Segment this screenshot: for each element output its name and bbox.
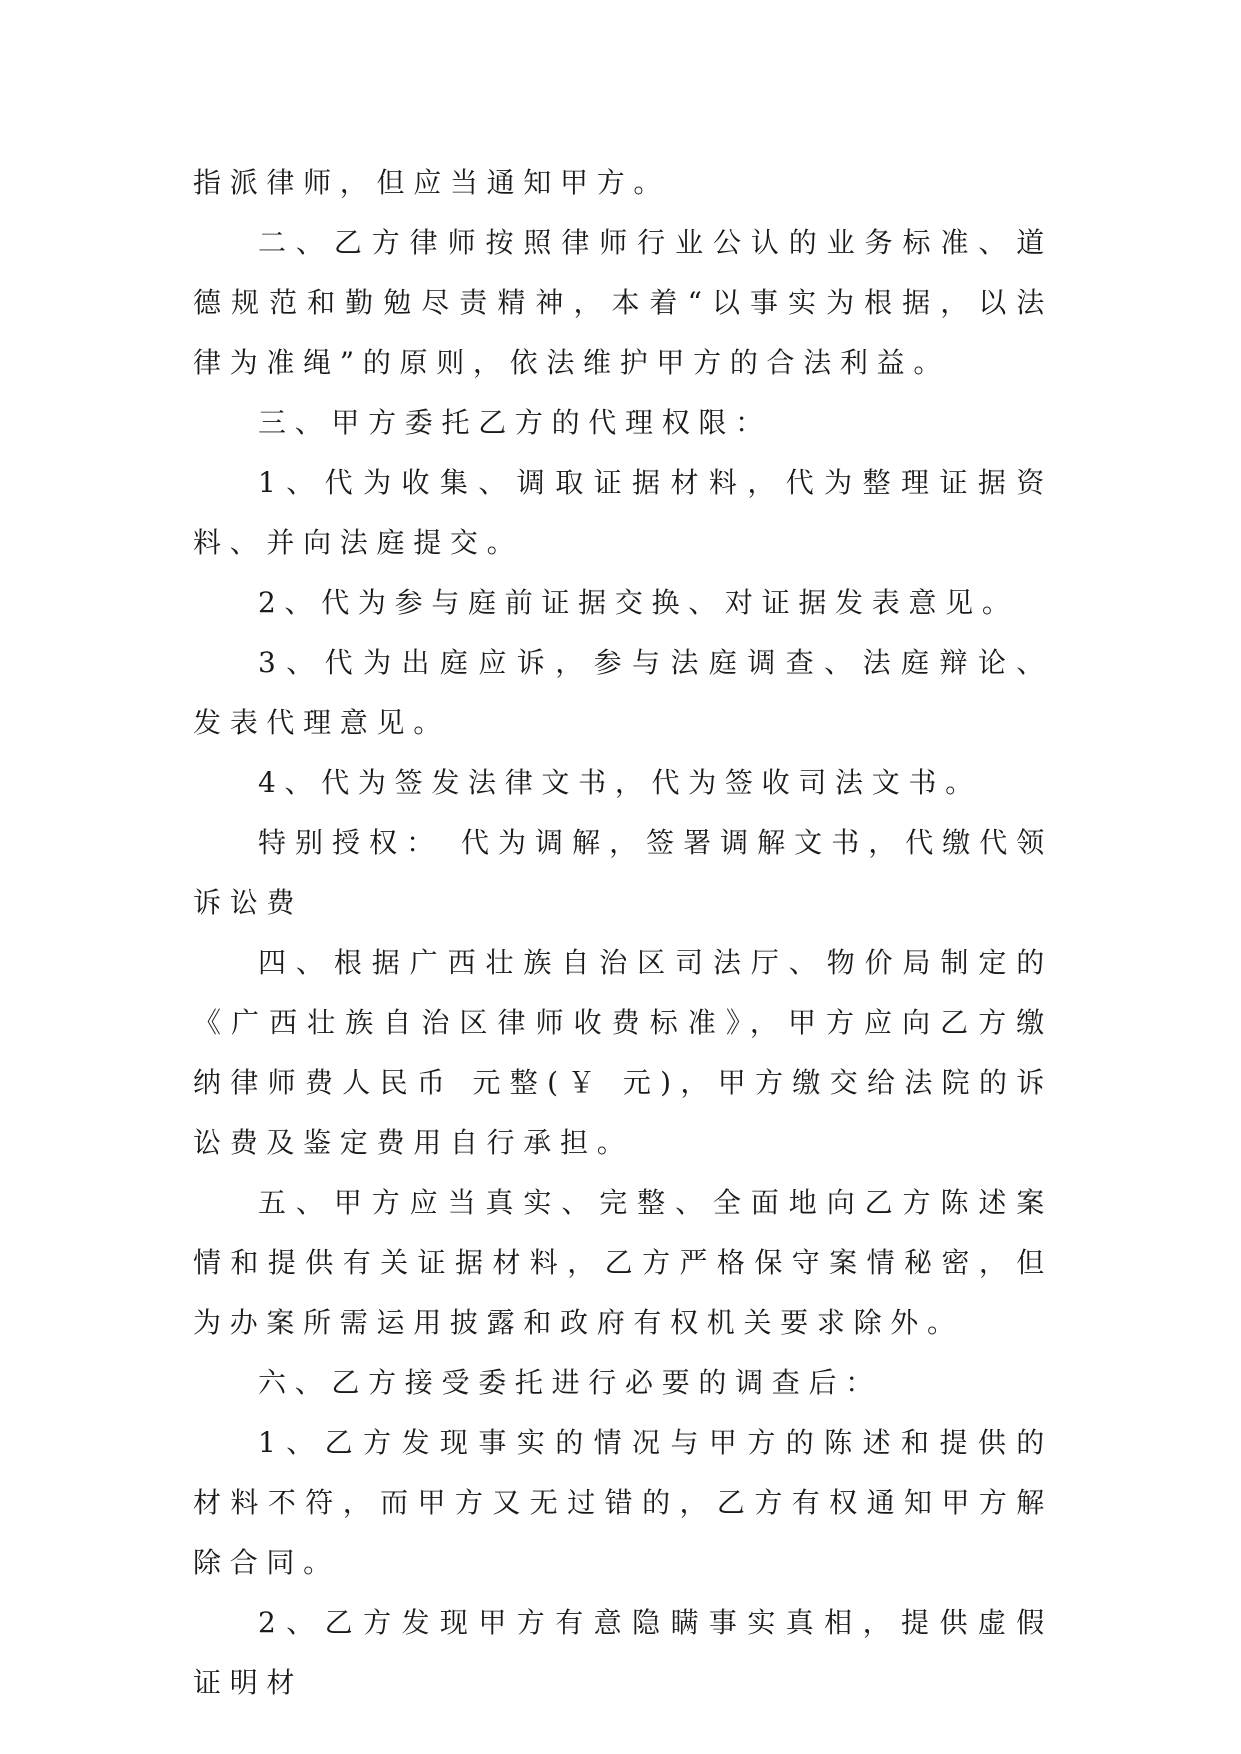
paragraph-continuation: 指派律师，但应当通知甲方。: [193, 166, 671, 199]
paragraph-clause-3-heading: 三、甲方委托乙方的代理权限：: [258, 406, 772, 439]
paragraph-clause-3-item-2: 2、代为参与庭前证据交换、对证据发表意见。: [258, 586, 1019, 619]
paragraph-clause-3-item-4: 4、代为签发法律文书，代为签收司法文书。: [258, 766, 982, 799]
paragraph-clause-6-item-2: 2、乙方发现甲方有意隐瞒事实真相，提供虚假证明材: [193, 1606, 1053, 1699]
paragraph-special-authorization: 特别授权： 代为调解，签署调解文书，代缴代领诉讼费: [193, 826, 1053, 919]
paragraph-clause-4: 四、根据广西壮族自治区司法厅、物价局制定的《广西壮族自治区律师收费标准》，甲方应向乙方缴纳律师费人民币 元整(￥ 元)，甲方缴交给法院的诉讼费及鉴定费用自行承担。: [193, 946, 1053, 1159]
paragraph-clause-6-item-1: 1、乙方发现事实的情况与甲方的陈述和提供的材料不符，而甲方又无过错的，乙方有权通知甲方解除合同。: [193, 1426, 1053, 1579]
paragraph-clause-6-heading: 六、乙方接受委托进行必要的调查后：: [258, 1366, 882, 1399]
paragraph-clause-3-item-1: 1、代为收集、调取证据材料，代为整理证据资料、并向法庭提交。: [193, 466, 1053, 559]
document-body: [193, 153, 1053, 1713]
paragraph-clause-3-item-3: 3、代为出庭应诉，参与法庭调查、法庭辩论、发表代理意见。: [193, 646, 1053, 739]
paragraph-clause-5: 五、甲方应当真实、完整、全面地向乙方陈述案情和提供有关证据材料，乙方严格保守案情秘密，但为办案所需运用披露和政府有权机关要求除外。: [193, 1186, 1053, 1339]
paragraph-clause-2: 二、乙方律师按照律师行业公认的业务标准、道德规范和勤勉尽责精神，本着“以事实为根据，以法律为准绳”的原则，依法维护甲方的合法利益。: [193, 226, 1053, 379]
